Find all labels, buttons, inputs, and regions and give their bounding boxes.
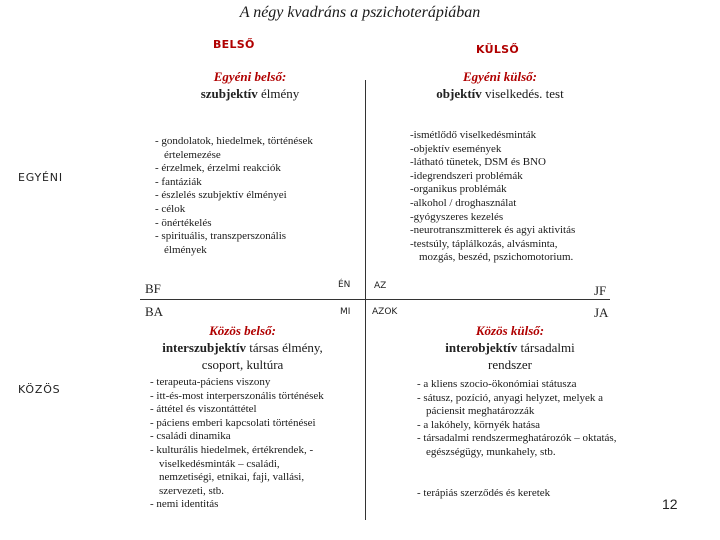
quadrant-lr-heading: Közös külső: (475, 323, 545, 338)
corner-label-ja: JA (594, 305, 609, 320)
corner-label-bf: BF (145, 281, 161, 296)
quadrant-ul-heading: Egyéni belső: (213, 69, 287, 84)
pronoun-az: AZ (374, 281, 387, 291)
list-item: - nemi identitás (150, 498, 219, 511)
corner-label-ba: BA (145, 304, 164, 319)
quadrant-ll-title (140, 322, 345, 373)
quadrant-lr-sub-rest: társadalmi (517, 340, 575, 355)
quadrant-ur-sub-rest: viselkedés. test (481, 86, 564, 101)
quadrant-lr-extra: - terápiás szerződés és keretek (417, 487, 551, 499)
header-outer: KÜLSŐ (476, 43, 520, 56)
list-item: - itt-és-most interperszonális történések (150, 389, 324, 402)
page-number: 12 (662, 496, 678, 512)
list-item: -alkohol / droghasználat (410, 196, 517, 209)
list-item: -organikus problémák (410, 183, 507, 196)
pronoun-azok: AZOK (372, 307, 398, 317)
list-item: - érzelmek, érzelmi reakciók (155, 162, 281, 175)
list-item: - fantáziák (155, 175, 202, 188)
header-inner: BELSŐ (213, 38, 255, 51)
side-label-collective: KÖZÖS (18, 383, 61, 396)
quadrant-ll-sub-rest: társas élmény, (246, 340, 323, 355)
quadrant-ll-sub-bold: interszubjektív (162, 340, 246, 355)
list-item: - önértékelés (155, 216, 212, 229)
list-item: - sátusz, pozíció, anyagi helyzet, melyek a (417, 391, 604, 404)
quadrant-lr-sub-bold: interobjektív (445, 340, 518, 355)
list-item: -idegrendszeri problémák (410, 169, 523, 182)
quadrant-lr-title (395, 322, 625, 373)
list-item: élmények (164, 243, 207, 256)
quadrant-ur-list (410, 129, 575, 265)
list-item: - a kliens szocio-ökonómiai státusza (417, 378, 577, 390)
list-item: viselkedésminták – családi, (159, 457, 280, 470)
quadrant-ul-sub-rest: élmény (257, 86, 300, 101)
list-item: -ismétlődő viselkedésminták (410, 129, 537, 141)
corner-label-jf: JF (594, 283, 607, 298)
list-item: -objektív események (410, 142, 502, 155)
quadrant-ll-list (150, 376, 324, 512)
list-item: - páciens emberi kapcsolati történései (150, 416, 316, 429)
quadrant-ll-heading: Közös belső: (209, 323, 276, 338)
list-item: mozgás, beszéd, pszichomotorium. (419, 251, 574, 264)
quadrant-ur-sub-bold: objektív (436, 86, 482, 101)
list-item: - spirituális, transzperszonális (155, 230, 287, 243)
list-item: szervezeti, stb. (159, 484, 225, 497)
quadrant-lr-list (417, 378, 616, 460)
quadrant-ur-title (395, 68, 605, 102)
quadrant-lr-sub-line2: rendszer (487, 357, 533, 372)
list-item: - kulturális hiedelmek, értékrendek, - (150, 443, 314, 456)
list-item: - terapeuta-páciens viszony (150, 376, 271, 388)
slide-title: A négy kvadráns a pszichoterápiában (239, 4, 481, 21)
list-item: páciensit meghatározzák (426, 405, 535, 418)
list-item: nemzetiségi, etnikai, faji, vallási, (159, 471, 305, 484)
quadrant-ul-title (150, 68, 350, 102)
list-item: - a lakóhely, környék hatása (417, 418, 540, 431)
pronoun-mi: MI (340, 307, 351, 317)
list-item: - észlelés szubjektív élményei (155, 189, 287, 202)
list-item: - társadalmi rendszermeghatározók – oktatás, (417, 432, 617, 445)
side-label-individual: EGYÉNI (18, 171, 63, 184)
list-item: -testsúly, táplálkozás, alvásminta, (410, 237, 558, 250)
list-item: - célok (155, 202, 186, 215)
quadrant-ul-sub-bold: szubjektív (200, 86, 258, 101)
quadrant-ul-list (155, 135, 313, 257)
vertical-axis (365, 80, 366, 520)
list-item: -gyógyszeres kezelés (410, 210, 504, 223)
list-item: értelemezése (164, 148, 221, 161)
list-item: -látható tünetek, DSM és BNO (410, 156, 546, 169)
list-item: - családi dinamika (150, 430, 231, 443)
list-item: egészségügy, munkahely, stb. (426, 445, 556, 458)
quadrant-ur-heading: Egyéni külső: (462, 69, 538, 84)
pronoun-en: ÉN (338, 280, 351, 290)
horizontal-axis (140, 299, 610, 300)
quadrant-ll-sub-line2: csoport, kultúra (201, 357, 284, 372)
list-item: - áttétel és viszontáttétel (150, 403, 257, 416)
list-item: - gondolatok, hiedelmek, történések (155, 135, 313, 147)
list-item: -neurotranszmitterek és agyi aktivitás (410, 224, 576, 237)
